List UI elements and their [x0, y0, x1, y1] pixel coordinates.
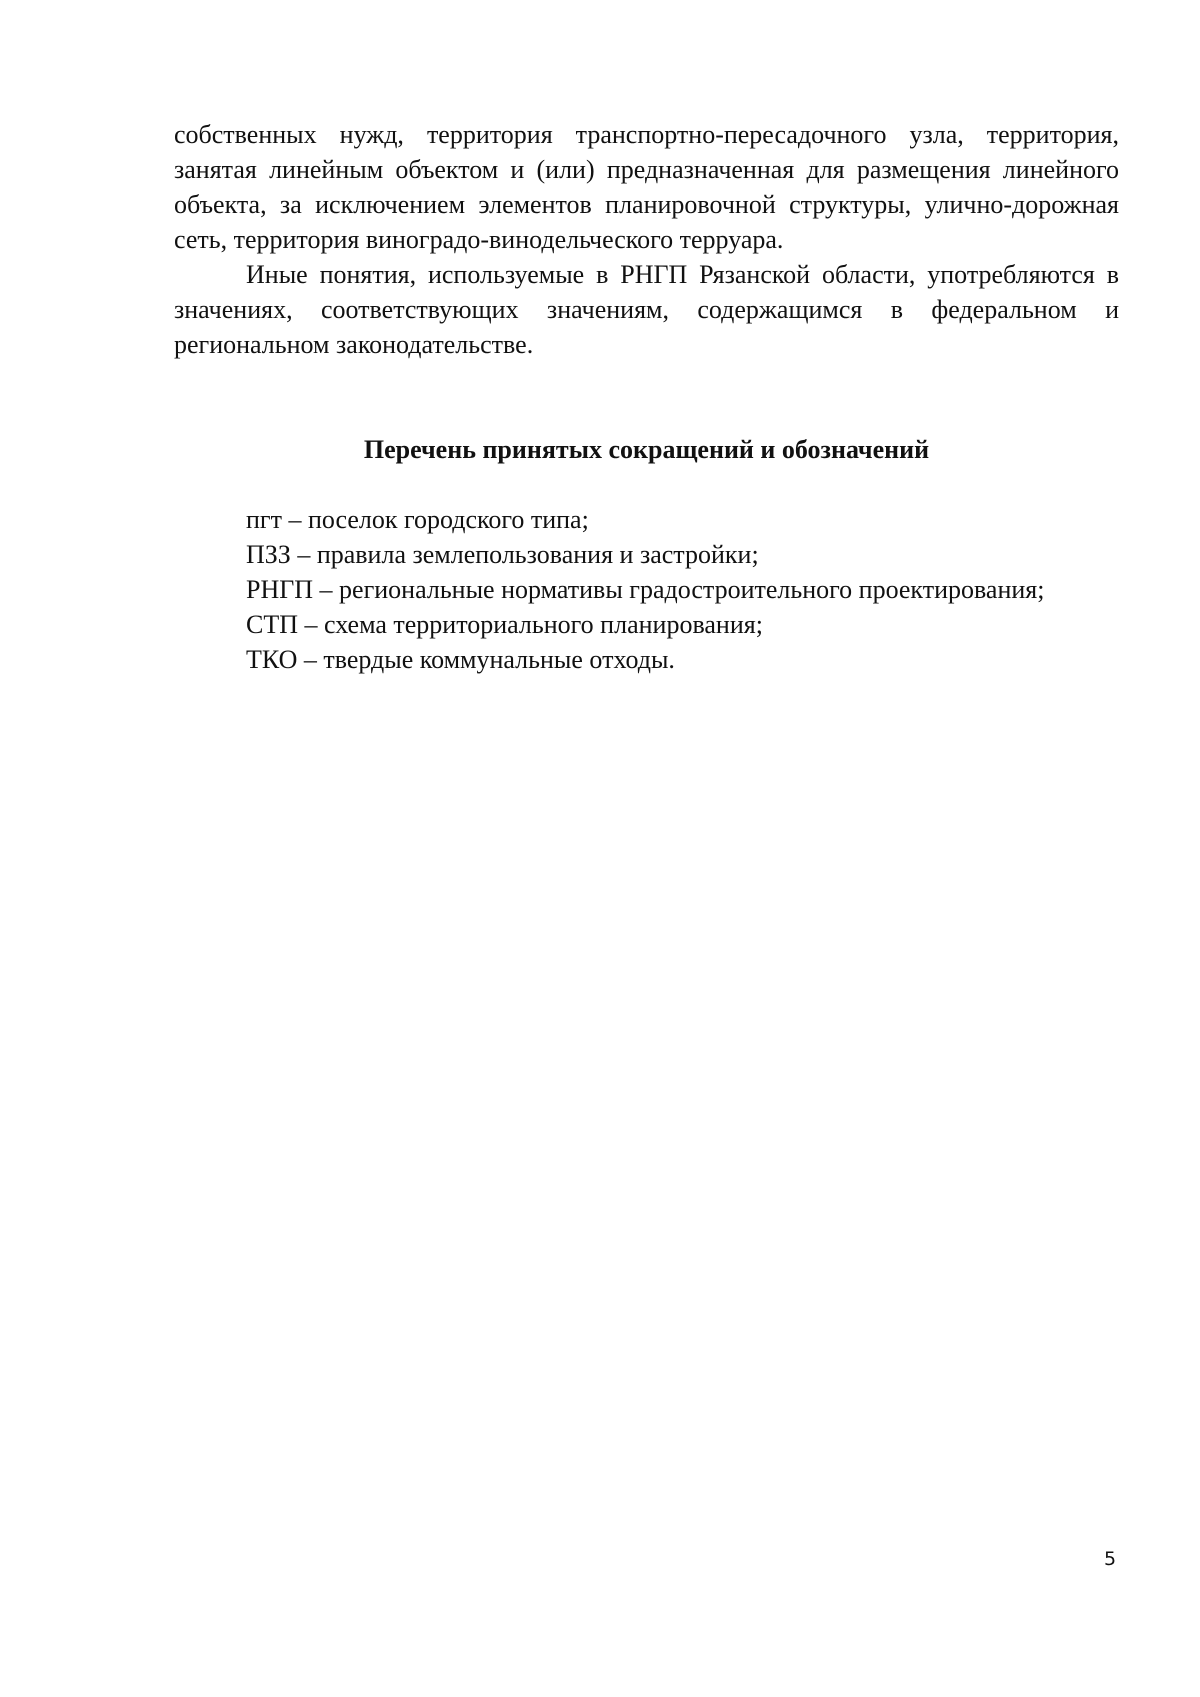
- section-heading-abbreviations: Перечень принятых сокращений и обозначений: [363, 435, 930, 464]
- abbreviation-item-stp: СТП – схема территориального планирования;: [246, 610, 763, 639]
- paragraph-continuation: собственных нужд, территория транспортно-пересадочного узла, территория, занятая линейным объектом и (или) предназначенная для размещения линейного объекта, за исключением элементов планировочной структуры, улично-дорожная сеть, территория виноградо-винодельческого терруара.: [174, 120, 1119, 254]
- page-number: 5: [1103, 1548, 1117, 1570]
- body-text: [174, 117, 1119, 362]
- abbreviation-item-rngp: РНГП – региональные нормативы градостроительного проектирования;: [246, 575, 1045, 604]
- abbreviation-item-pgt: пгт – поселок городского типа;: [246, 505, 589, 534]
- paragraph-other-concepts: Иные понятия, используемые в РНГП Рязанской области, употребляются в значениях, соответствующих значениям, содержащимся в федеральном и региональном законодательстве.: [174, 260, 1119, 359]
- abbreviation-item-pzz: ПЗЗ – правила землепользования и застройки;: [246, 540, 759, 569]
- abbreviations-list: [246, 502, 1146, 677]
- abbreviation-item-tko: ТКО – твердые коммунальные отходы.: [246, 645, 675, 674]
